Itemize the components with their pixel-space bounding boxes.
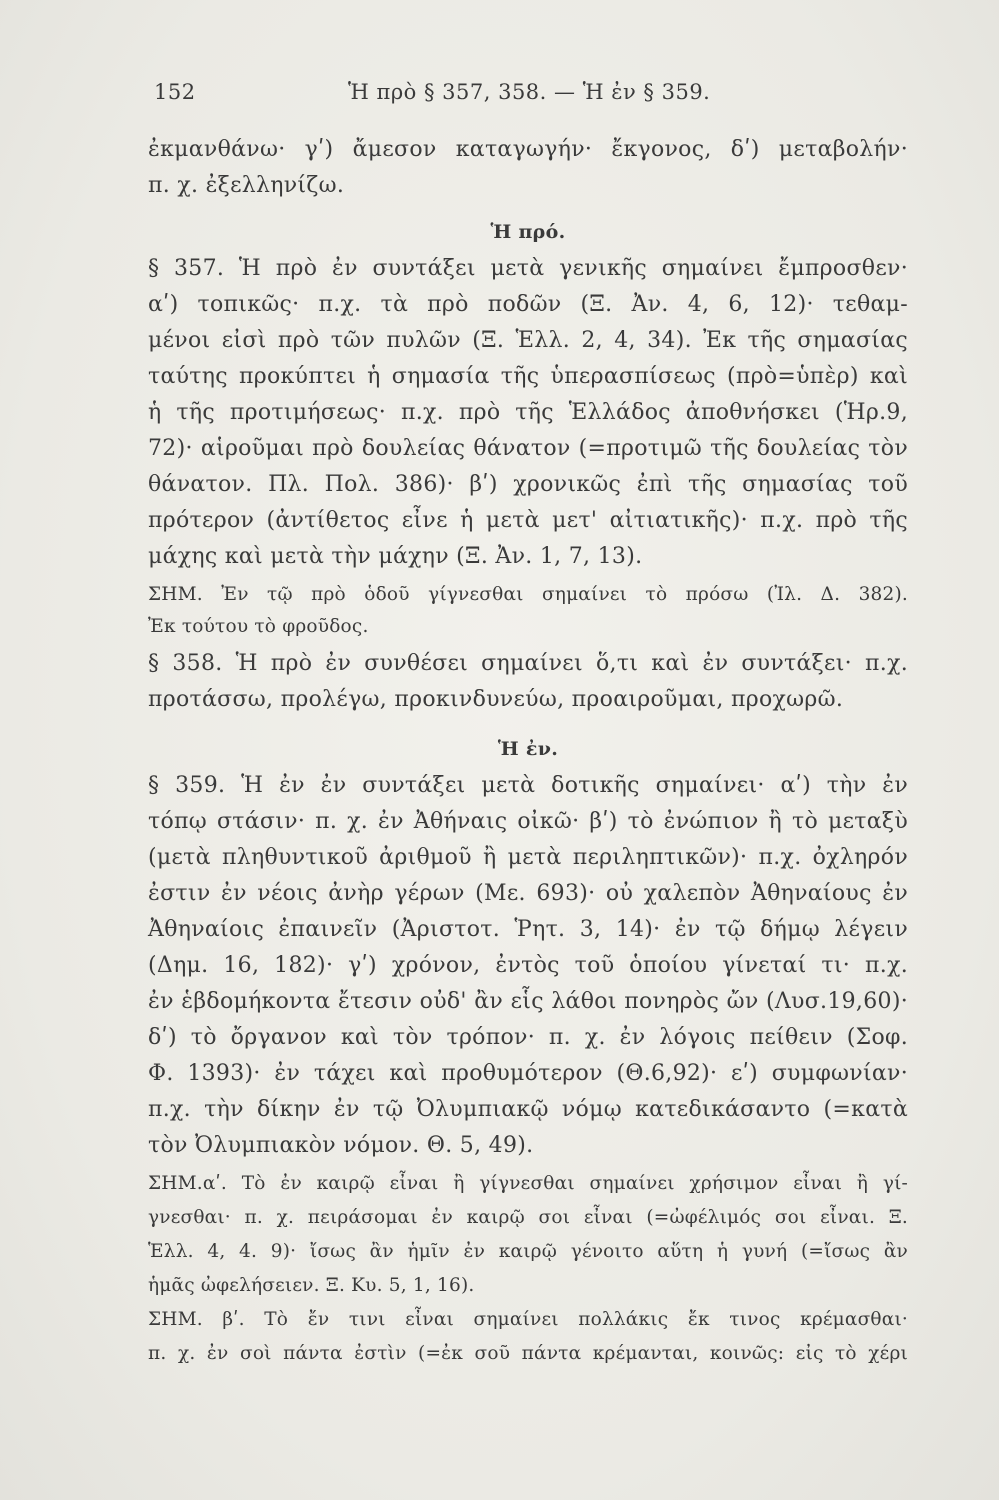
text-line: ἡ τῆς προτιμήσεως· π.χ. πρὸ τῆς Ἑλλάδος ἀποθνήσκει (Ἡρ.9,	[148, 400, 908, 425]
text-line: μένοι εἰσὶ πρὸ τῶν πυλῶν (Ξ. Ἑλλ. 2, 4, 34). Ἐκ τῆς σημασίας	[148, 328, 908, 353]
text-line: π.χ. τὴν δίκην ἐν τῷ Ὀλυμπιακῷ νόμῳ κατεδικάσαντο (=κατὰ	[148, 1097, 908, 1122]
text-line: § 359. Ἡ ἐν ἐν συντάξει μετὰ δοτικῆς σημαίνει· αʹ) τὴν ἐν	[148, 773, 908, 798]
text-line: (μετὰ πληθυντικοῦ ἀριθμοῦ ἢ μετὰ περιληπτικῶν)· π.χ. ὀχληρόν	[148, 845, 908, 870]
text-line: § 357. Ἡ πρὸ ἐν συντάξει μετὰ γενικῆς σημαίνει ἔμπροσθεν·	[148, 256, 908, 281]
note-line: Ἐκ τούτου τὸ φροῦδος.	[148, 616, 369, 637]
note-line: π. χ. ἐν σοὶ πάντα ἐστὶν (=ἐκ σοῦ πάντα κρέμανται, κοινῶς: εἰς τὸ χέρι	[148, 1343, 908, 1364]
note-line: ΣΗΜ. Ἐν τῷ πρὸ ὁδοῦ γίγνεσθαι σημαίνει τὸ πρόσω (Ἰλ. Δ. 382).	[148, 584, 908, 605]
text-line: Φ. 1393)· ἐν τάχει καὶ προθυμότερον (Θ.6,92)· εʹ) συμφωνίαν·	[148, 1061, 908, 1086]
text-line: τὸν Ὀλυμπιακὸν νόμον. Θ. 5, 49).	[148, 1133, 534, 1158]
running-title: Ἡ πρὸ § 357, 358. — Ἡ ἐν § 359.	[348, 80, 711, 104]
text-line: τόπῳ στάσιν· π. χ. ἐν Ἀθήναις οἰκῶ· βʹ) τὸ ἐνώπιον ἢ τὸ μεταξὺ	[148, 809, 908, 834]
section-heading: Ἡ πρό.	[490, 221, 566, 243]
text-line: ἐστιν ἐν νέοις ἀνὴρ γέρων (Με. 693)· οὐ χαλεπὸν Ἀθηναίους ἐν	[148, 881, 908, 906]
note-line: γνεσθαι· π. χ. πειράσομαι ἐν καιρῷ σοι εἶναι (=ὠφέλιμός σοι εἶναι. Ξ.	[148, 1207, 908, 1228]
text-line: π. χ. ἐξελληνίζω.	[148, 173, 345, 198]
text-line: θάνατον. Πλ. Πολ. 386)· βʹ) χρονικῶς ἐπὶ τῆς σημασίας τοῦ	[148, 472, 908, 497]
text-line: ταύτης προκύπτει ἡ σημασία τῆς ὑπερασπίσεως (πρὸ=ὑπὲρ) καὶ	[148, 364, 908, 389]
text-line: (Δημ. 16, 182)· γʹ) χρόνον, ἐντὸς τοῦ ὁποίου γίνεταί τι· π.χ.	[148, 953, 908, 978]
note-line: ΣΗΜ. βʹ. Τὸ ἔν τινι εἶναι σημαίνει πολλάκις ἔκ τινος κρέμασθαι·	[148, 1309, 908, 1330]
note-line: ΣΗΜ.αʹ. Τὸ ἐν καιρῷ εἶναι ἢ γίγνεσθαι σημαίνει χρήσιμον εἶναι ἢ γί-	[148, 1173, 908, 1194]
page-header	[148, 80, 908, 116]
note-line: Ἑλλ. 4, 4. 9)· ἴσως ἂν ἡμῖν ἐν καιρῷ γένοιτο αὕτη ἡ γυνή (=ἴσως ἂν	[148, 1241, 908, 1262]
text-line: Ἀθηναίοις ἐπαινεῖν (Ἀριστοτ. Ῥητ. 3, 14)· ἐν τῷ δήμῳ λέγειν	[148, 917, 908, 942]
text-line: μάχης καὶ μετὰ τὴν μάχην (Ξ. Ἀν. 1, 7, 13).	[148, 544, 643, 569]
text-line: 72)· αἱροῦμαι πρὸ δουλείας θάνατον (=προτιμῶ τῆς δουλείας τὸν	[148, 436, 908, 461]
text-line: δʹ) τὸ ὄργανον καὶ τὸν τρόπον· π. χ. ἐν λόγοις πείθειν (Σοφ.	[148, 1025, 908, 1050]
text-line: πρότερον (ἀντίθετος εἶνε ἡ μετὰ μετ' αἰτιατικῆς)· π.χ. πρὸ τῆς	[148, 508, 908, 533]
text-line: αʹ) τοπικῶς· π.χ. τὰ πρὸ ποδῶν (Ξ. Ἀν. 4, 6, 12)· τεθαμ-	[148, 292, 908, 317]
note-line: ἡμᾶς ὠφελήσειεν. Ξ. Κυ. 5, 1, 16).	[148, 1275, 475, 1296]
page-number: 152	[154, 80, 196, 104]
text-line: ἐκμανθάνω· γʹ) ἄμεσον καταγωγήν· ἔκγονος, δʹ) μεταβολήν·	[148, 137, 908, 162]
text-line: § 358. Ἡ πρὸ ἐν συνθέσει σημαίνει ὅ,τι καὶ ἐν συντάξει· π.χ.	[148, 651, 908, 676]
text-line: ἐν ἑβδομήκοντα ἔτεσιν οὐδ' ἂν εἷς λάθοι πονηρὸς ὤν (Λυσ.19,60)·	[148, 989, 908, 1014]
section-heading: Ἡ ἐν.	[497, 738, 559, 760]
text-line: προτάσσω, προλέγω, προκινδυνεύω, προαιροῦμαι, προχωρῶ.	[148, 687, 844, 712]
